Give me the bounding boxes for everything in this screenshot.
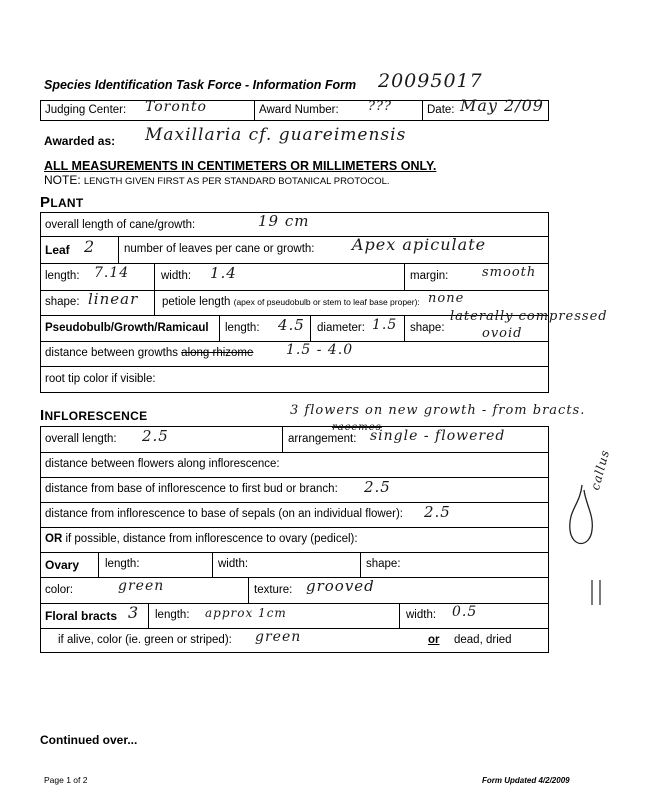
pb-shape-label: shape: bbox=[410, 322, 445, 334]
overall-length-label: overall length: bbox=[45, 433, 117, 445]
arrangement-struck-value: racemes bbox=[332, 422, 382, 433]
measurement-note: ALL MEASUREMENTS IN CENTIMETERS OR MILLIMETERS ONLY. bbox=[44, 159, 437, 173]
base-sepals-label: distance from inflorescence to base of sepals (on an individual flower): bbox=[45, 508, 403, 520]
color-label: color: bbox=[45, 584, 74, 596]
pb-length-label: length: bbox=[225, 322, 260, 334]
divider bbox=[422, 100, 423, 121]
callus-sketch bbox=[562, 470, 612, 610]
plant-heading-initial: P bbox=[40, 194, 51, 211]
row-divider bbox=[40, 552, 549, 553]
cell-divider bbox=[248, 577, 249, 603]
row-divider bbox=[40, 263, 549, 264]
row-divider bbox=[40, 477, 549, 478]
form-title: Species Identification Task Force - Information Form bbox=[44, 78, 357, 92]
pedicel-label: if possible, distance from inflorescence to ovary (pedicel): bbox=[65, 533, 358, 545]
growth-distance-line bbox=[45, 347, 253, 359]
pb-diameter-value: 1.5 bbox=[372, 317, 398, 333]
pseudobulb-label: Pseudobulb/Growth/Ramicaul bbox=[45, 322, 209, 334]
floral-bracts-value: 3 bbox=[128, 603, 140, 622]
leaf-width-value: 1.4 bbox=[210, 264, 237, 282]
date-value: May 2/09 bbox=[460, 96, 544, 115]
texture-value: grooved bbox=[306, 577, 375, 595]
or-label: OR bbox=[45, 533, 63, 545]
cane-length-value: 19 cm bbox=[258, 212, 310, 230]
petiole-value: none bbox=[428, 291, 465, 306]
ovary-width-label: width: bbox=[218, 558, 249, 570]
continued-over: Continued over... bbox=[40, 733, 138, 747]
row-divider bbox=[40, 502, 549, 503]
cell-divider bbox=[219, 315, 220, 341]
dead-dried-label: dead, dried bbox=[454, 634, 512, 646]
between-flowers-label: distance between flowers along inflorescence: bbox=[45, 458, 280, 470]
leaves-per-cane-value: Apex apiculate bbox=[352, 235, 487, 254]
petiole-label: petiole length bbox=[162, 296, 231, 308]
page-number: Page 1 of 2 bbox=[44, 775, 88, 785]
form-updated: Form Updated 4/2/2009 bbox=[482, 776, 570, 785]
pb-length-value: 4.5 bbox=[278, 316, 305, 334]
note-label: NOTE: bbox=[44, 173, 81, 187]
fb-length-label: length: bbox=[155, 609, 190, 621]
leaf-shape-value: linear bbox=[88, 290, 139, 308]
award-number-label: Award Number: bbox=[259, 104, 339, 116]
cell-divider bbox=[212, 552, 213, 577]
inflorescence-heading bbox=[40, 407, 147, 424]
inflorescence-heading-initial: I bbox=[40, 407, 45, 424]
or-label-2: or bbox=[428, 634, 440, 646]
cell-divider bbox=[118, 236, 119, 263]
plant-heading bbox=[40, 194, 84, 211]
awarded-as-label: Awarded as: bbox=[44, 134, 116, 148]
fb-width-value: 0.5 bbox=[452, 604, 478, 620]
margin-label: margin: bbox=[410, 270, 449, 282]
award-number-value: ??? bbox=[368, 99, 392, 114]
cell-divider bbox=[148, 603, 149, 628]
inflorescence-heading-rest: NFLORESCENCE bbox=[44, 409, 148, 423]
cell-divider bbox=[154, 290, 155, 315]
texture-label: texture: bbox=[254, 584, 293, 596]
cane-length-label: overall length of cane/growth: bbox=[45, 219, 196, 231]
leaf-label: Leaf bbox=[45, 243, 70, 257]
base-sepals-value: 2.5 bbox=[424, 503, 451, 521]
note-text: LENGTH GIVEN FIRST AS PER STANDARD BOTANICAL PROTOCOL. bbox=[83, 176, 390, 187]
leaf-count-value: 2 bbox=[84, 237, 96, 256]
form-number-handwritten: 20095017 bbox=[378, 70, 483, 92]
ovary-length-label: length: bbox=[105, 558, 140, 570]
pb-shape-value-2: ovoid bbox=[482, 326, 523, 341]
callus-note: callus bbox=[588, 447, 613, 492]
plant-heading-rest: LANT bbox=[50, 196, 84, 210]
row-divider bbox=[40, 577, 549, 578]
note-line bbox=[44, 173, 390, 187]
cell-divider bbox=[404, 263, 405, 290]
fb-length-value: approx 1cm bbox=[205, 606, 287, 620]
awarded-as-value: Maxillaria cf. guareimensis bbox=[145, 125, 407, 145]
petiole-note: (apex of pseudobulb or stem to leaf base proper): bbox=[233, 297, 420, 307]
margin-value: smooth bbox=[482, 265, 537, 280]
root-tip-label: root tip color if visible: bbox=[45, 373, 156, 385]
inflorescence-side-note: 3 flowers on new growth - from bracts. bbox=[290, 403, 586, 418]
base-first-bud-value: 2.5 bbox=[364, 478, 391, 496]
pb-shape-value-1: laterally compressed bbox=[450, 309, 608, 324]
cell-divider bbox=[360, 552, 361, 577]
leaf-width-label: width: bbox=[161, 270, 192, 282]
fb-width-label: width: bbox=[406, 609, 437, 621]
base-first-bud-label: distance from base of inflorescence to first bud or branch: bbox=[45, 483, 338, 495]
alive-color-label: if alive, color (ie. green or striped): bbox=[58, 634, 232, 646]
floral-bracts-label: Floral bracts bbox=[45, 609, 118, 623]
judging-center-value: Toronto bbox=[145, 99, 207, 115]
cell-divider bbox=[404, 315, 405, 341]
arrangement-value: single - flowered bbox=[370, 428, 506, 444]
cell-divider bbox=[98, 552, 99, 577]
cell-divider bbox=[399, 603, 400, 628]
alive-color-value: green bbox=[255, 629, 302, 645]
ovary-label: Ovary bbox=[45, 558, 80, 572]
leaf-length-label: length: bbox=[45, 270, 80, 282]
color-value: green bbox=[118, 578, 165, 594]
ovary-shape-label: shape: bbox=[366, 558, 401, 570]
arrangement-label: arrangement: bbox=[288, 433, 357, 445]
growth-distance-value: 1.5 - 4.0 bbox=[286, 342, 354, 358]
growth-distance-label: distance between growths bbox=[45, 347, 178, 359]
growth-distance-struck: along rhizome bbox=[181, 347, 254, 359]
petiole-line bbox=[162, 296, 420, 308]
row-divider bbox=[40, 527, 549, 528]
cell-divider bbox=[310, 315, 311, 341]
leaf-shape-label: shape: bbox=[45, 296, 80, 308]
overall-length-value: 2.5 bbox=[142, 427, 169, 445]
pb-diameter-label: diameter: bbox=[317, 322, 365, 334]
cell-divider bbox=[282, 426, 283, 452]
row-divider bbox=[40, 452, 549, 453]
divider bbox=[254, 100, 255, 121]
date-label: Date: bbox=[427, 104, 455, 116]
judging-center-label: Judging Center: bbox=[45, 104, 127, 116]
leaf-length-value: 7.14 bbox=[94, 265, 130, 281]
leaves-per-cane-label: number of leaves per cane or growth: bbox=[124, 243, 315, 255]
row-divider bbox=[40, 366, 549, 367]
pedicel-line bbox=[45, 533, 358, 545]
cell-divider bbox=[154, 263, 155, 290]
